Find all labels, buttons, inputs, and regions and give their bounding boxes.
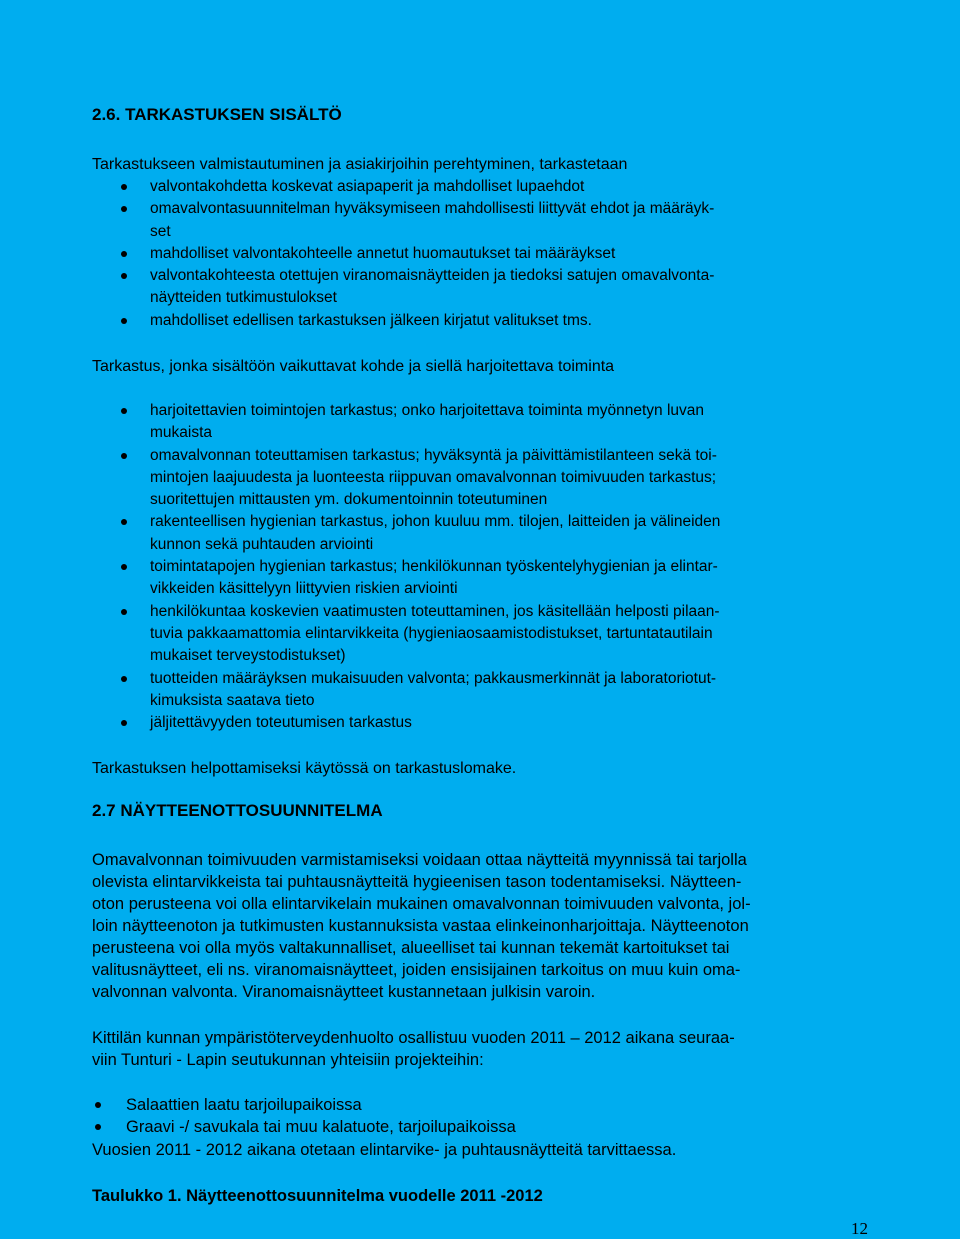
list-item: Graavi -/ savukala tai muu kalatuote, tarjoilupaikoissa: [92, 1116, 892, 1138]
projects-paragraph: [92, 1027, 735, 1071]
list-item-line: mahdolliset edellisen tarkastuksen jälkeen kirjatut valitukset tms.: [150, 311, 592, 329]
intro-paragraph: Tarkastukseen valmistautuminen ja asiakirjoihin perehtyminen, tarkastetaan: [92, 156, 628, 173]
list-item-line: valvontakohteesta otettujen viranomaisnäytteiden ja tiedoksi satujen omavalvonta-: [150, 267, 715, 285]
list-item-line: mintojen laajuudesta ja luonteesta riippuvan omavalvonnan toimivuuden tarkastus;: [150, 468, 717, 486]
list-item: [92, 445, 892, 512]
list-item-line: vikkeiden käsittelyyn liittyvien riskien arviointi: [150, 580, 458, 598]
paragraph-line: valitusnäytteet, eli ns. viranomaisnäytteet, joiden ensisijainen tarkoitus on muu kuin oma-: [92, 961, 741, 979]
paragraph-line: perusteena voi olla myös valtakunnalliset, alueelliset tai kunnan tekemät kartoitukset tai: [92, 939, 730, 957]
list-item-line: kunnon sekä puhtauden arviointi: [150, 535, 374, 553]
table-caption: Taulukko 1. Näytteenottosuunnitelma vuodelle 2011 -2012: [92, 1187, 543, 1205]
list-item-line: set: [150, 222, 171, 240]
list-item: [92, 601, 892, 668]
list-item: [92, 668, 892, 713]
list-item-line: mahdolliset valvontakohteelle annetut huomautukset tai määräykset: [150, 244, 616, 262]
sampling-paragraph: [92, 849, 751, 1003]
list-item-line: rakenteellisen hygienian tarkastus, johon kuuluu mm. tilojen, laitteiden ja välineiden: [150, 513, 721, 531]
inspection-paragraph: Tarkastus, jonka sisältöön vaikuttavat kohde ja siellä harjoitettava toiminta: [92, 358, 615, 375]
preparation-bullet-list: [92, 176, 892, 332]
list-item-line: tuvia pakkaamattomia elintarvikkeita (hygieniaosaamistodistukset, tartuntatautilain: [150, 624, 713, 642]
list-item-line: omavalvontasuunnitelman hyväksymiseen mahdollisesti liittyvät ehdot ja määräyk-: [150, 200, 715, 218]
list-item: Salaattien laatu tarjoilupaikoissa: [92, 1094, 892, 1116]
paragraph-line: viin Tunturi - Lapin seutukunnan yhteisiin projekteihin:: [92, 1051, 484, 1069]
list-item: [92, 511, 892, 556]
list-item-line: henkilökuntaa koskevien vaatimusten toteuttaminen, jos käsitellään helposti pilaan-: [150, 602, 720, 620]
inspection-bullet-list: [92, 400, 892, 734]
list-item-line: kimuksista saatava tieto: [150, 691, 315, 709]
list-item-line: näytteiden tutkimustulokset: [150, 289, 337, 307]
list-item: [92, 310, 892, 332]
list-item-line: harjoitettavien toimintojen tarkastus; onko harjoitettava toiminta myönnetyn luvan: [150, 402, 704, 419]
section-heading-naytteenottosuunnitelma: 2.7 NÄYTTEENOTTOSUUNNITELMA: [92, 801, 383, 820]
list-item: [92, 556, 892, 601]
list-item: [92, 176, 892, 198]
paragraph-line: oton perusteena voi olla elintarvikelain mukainen omavalvonnan toimivuuden valvonta, jol-: [92, 895, 751, 913]
list-item-line: toimintatapojen hygienian tarkastus; henkilökunnan työskentelyhygienian ja elintar-: [150, 558, 718, 576]
list-item-line: tuotteiden määräyksen mukaisuuden valvonta; pakkausmerkinnät ja laboratoriotut-: [150, 669, 717, 687]
projects-bullet-list: [92, 1094, 892, 1138]
section-heading-tarkastuksen-sisalto: 2.6. TARKASTUKSEN SISÄLTÖ: [92, 105, 342, 124]
list-item-line: omavalvonnan toteuttamisen tarkastus; hyväksyntä ja päivittämistilanteen sekä toi-: [150, 446, 717, 464]
list-item: [92, 265, 892, 310]
list-item: [92, 198, 892, 243]
paragraph-line: valvonnan valvonta. Viranomaisnäytteet kustannetaan julkisin varoin.: [92, 983, 596, 1001]
list-item-line: valvontakohdetta koskevat asiapaperit ja mahdolliset lupaehdot: [150, 178, 585, 195]
paragraph-line: Kittilän kunnan ympäristöterveydenhuolto osallistuu vuoden 2011 – 2012 aikana seuraa-: [92, 1029, 735, 1047]
list-item-line: jäljitettävyyden toteutumisen tarkastus: [150, 714, 412, 732]
list-item-line: suoritettujen mittausten ym. dokumentoinnin toteutuminen: [150, 491, 548, 509]
form-paragraph: Tarkastuksen helpottamiseksi käytössä on tarkastuslomake.: [92, 760, 517, 777]
paragraph-line: loin näytteenoton ja tutkimusten kustannuksista vastaa elinkeinonharjoittaja. Näytteenoton: [92, 917, 749, 935]
list-item: [92, 400, 892, 445]
list-item: [92, 712, 892, 734]
list-item-line: mukaista: [150, 424, 213, 442]
page-number: 12: [851, 1219, 868, 1238]
list-item-line: mukaiset terveystodistukset): [150, 647, 346, 665]
list-item: [92, 243, 892, 265]
samples-paragraph: Vuosien 2011 - 2012 aikana otetaan elintarvike- ja puhtausnäytteitä tarvittaessa.: [92, 1141, 677, 1159]
paragraph-line: Omavalvonnan toimivuuden varmistamiseksi voidaan ottaa näytteitä myynnissä tai tarjolla: [92, 851, 747, 869]
paragraph-line: olevista elintarvikkeista tai puhtausnäytteitä hygieenisen tason todentamiseksi. Näytteen-: [92, 873, 742, 891]
